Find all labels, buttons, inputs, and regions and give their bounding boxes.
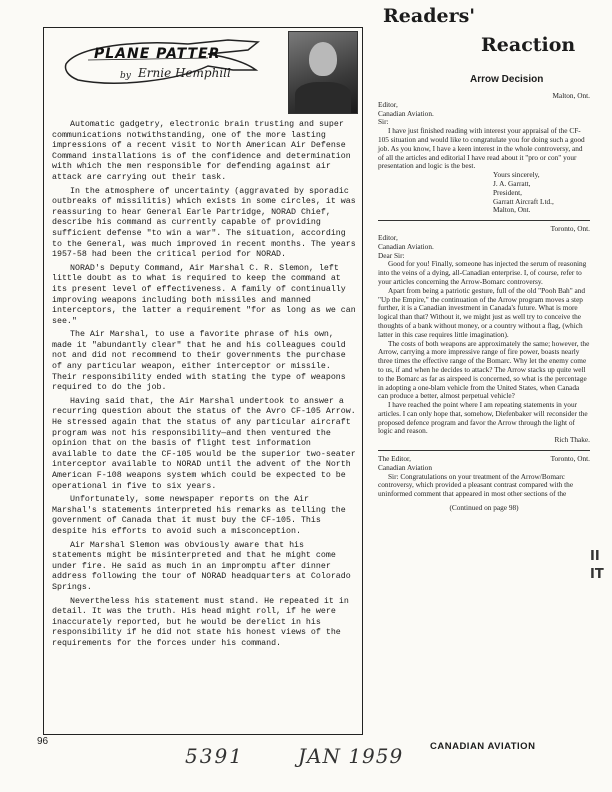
handwritten-date: JAN 1959 [298, 744, 404, 768]
article-paragraph: The Air Marshal, to use a favorite phrase of his own, made it "abundantly clear" that he and his colleagues could not and did not recommend to their governments the purchase of any particular weapon, either interceptor or missile. Their responsibility ended with stating the type of weapons required to do the job. [52, 330, 346, 393]
letter-salutation: The Editor, [378, 454, 411, 464]
section-title-line2: Reaction [481, 34, 576, 56]
letter-salutation: Editor, [378, 99, 398, 109]
letter-place: Toronto, Ont. [550, 454, 590, 464]
article-paragraph: Nevertheless his statement must stand. He repeated it in detail. It was the truth. His head might roll, if he were inaccurately reported, but he would be derelict in his responsibility if he did not state his honest views of the requirements for the forces under his command. [52, 596, 349, 648]
letter-body: I have reached the point where I am repeating statements in your articles. I can only hope that, somehow, Diefenbaker will reconsider the proposed defence program and favor the Arrow through the light of logic and reason. [378, 400, 588, 436]
banner-by: by [120, 71, 131, 81]
letter-signature: Malton, Ont. [493, 205, 531, 215]
banner-title: PLANE PATTER [94, 46, 221, 62]
author-signature: Ernie Hemphill [138, 66, 231, 80]
letter-salutation: Editor, [378, 232, 398, 242]
letter-salutation: Canadian Aviation. [378, 108, 434, 118]
letter-place: Malton, Ont. [552, 91, 590, 100]
page-number: 96 [37, 736, 49, 747]
letter-magazine: Canadian Aviation [378, 462, 432, 472]
letters-column [378, 92, 590, 513]
letter-salutation: Dear Sir: [378, 250, 405, 260]
letter-salutation: Canadian Aviation. [378, 241, 434, 251]
footer-magazine-name: CANADIAN AVIATION [430, 741, 536, 752]
portrait-face [309, 42, 337, 76]
letter-signature: Yours sincerely, [493, 170, 540, 180]
letter-body: Apart from being a patriotic gesture, full of the old "Pooh Bah" and "Up the Empire," the continuation of the Arrow program moves a step further, it is a Canadian investment in Canada's future. What is more logical than that? Without it, we might just as well try to conceive the thoughts of a bank without money, or a country without a flag, (which latter in this case requires little imagination). [378, 285, 586, 339]
letter-salutation: Sir: [378, 117, 389, 127]
letter-signature: Garratt Aircraft Ltd., [493, 196, 554, 206]
letter-body: Sir: Congratulations on your treatment of the Arrow/Bomarc controversy, which provided a pleasant contrast compared with the uninformed comment that appeared in most other sections of the [378, 471, 574, 499]
letter-body: I have just finished reading with interest your appraisal of the CF-105 situation and would like to congratulate you for doing such a good job. As you know, I have a keen interest in the whole controversy, and of all the articles and editorial I have read about it "pro or con" your presentation and logic is the best. [378, 126, 585, 171]
article-paragraph: Having said that, the Air Marshal undertook to answer a recurring question about the status of the Avro CF-105 Arrow. He stressed again that the status of any particular aircraft program was not his responsibility—and then ventured the opinion that on the basis of flight test information available to date the CF-105 would be the superior two-seater interceptor available to NORAD until the advent of the North American F-108 weapons system which could be expected to be operational in five to six years. [52, 396, 356, 491]
letter-divider [378, 450, 590, 451]
letter-signature: President, [493, 187, 522, 197]
article-paragraph: Air Marshal Slemon was obviously aware that his statements might be misinterpreted and that he might come under fire. He said as much in an impromptu after dinner address following the tour of NORAD headquarters at Colorado Springs. [52, 540, 351, 592]
airplane-outline-icon [58, 36, 268, 92]
letter-signature: J. A. Garratt, [493, 178, 531, 188]
portrait-suit [295, 82, 351, 113]
subhead: Arrow Decision [470, 74, 544, 85]
article-paragraph: NORAD's Deputy Command, Air Marshal C. R. Slemon, left little doubt as to what is required to keep the command at its present level of effectiveness. A family of continually improving weapons including both missiles and manned interceptors, the latter a requirement "for as long as we can see." [52, 263, 356, 326]
continued-notice: (Continued on page 98) [449, 503, 519, 513]
section-title-line1: Readers' [383, 5, 476, 27]
author-portrait [288, 31, 358, 114]
plane-patter-banner [58, 36, 268, 92]
letter-place: Toronto, Ont. [550, 224, 590, 234]
letter-body: Good for you! Finally, someone has injected the serum of reasoning into the veins of a dying, all-Canadian enterprise. I, of course, refer to your articles concerning the Arrow-Bomarc controversy. [378, 259, 587, 286]
handwritten-number: 5391 [185, 744, 244, 768]
letter-body: The costs of both weapons are approximately the same; however, the Arrow, carrying a more impressive range of fire power, boasts nearly three times the effective range of the Bomarc. Why let the enemy come to us, if and when he decides to attack? The Arrow stacks up quite well to the Bomarc as far as airspeed is concerned, so what is the percentage in adopting a one-blam vehicle from the United States, when Canada can produce a better, almost perpetual vehicle? [378, 338, 590, 401]
article-paragraph: Unfortunately, some newspaper reports on the Air Marshal's statements interpreted his remarks as telling the government of Canada that it must buy the CF-105. This despite his efforts to avoid such a misconception. [52, 495, 346, 536]
article-paragraph: In the atmosphere of uncertainty (aggravated by sporadic outbreaks of missilitis) which exists in some circles, it was reassuring to hear General Earle Partridge, NORAD Chief, describe his command as currently capable of providing sufficient defense "to win a war". The situation, according to the General, was much improved in recent months. The years 1957-58 had been the critical period for NORAD. [52, 186, 356, 260]
letter-signature: Rich Thake. [554, 435, 590, 445]
article-paragraph: Automatic gadgetry, electronic brain trusting and super communications notwithstanding, one of the more lasting impressions of a recent visit to North American Air Defense Command installations is of the confidence and determination with which the men responsible for defending against air attack are carrying out their task. [52, 120, 351, 182]
column-article [52, 120, 358, 653]
margin-mark: II IT [590, 549, 604, 582]
letter-divider [378, 220, 590, 221]
